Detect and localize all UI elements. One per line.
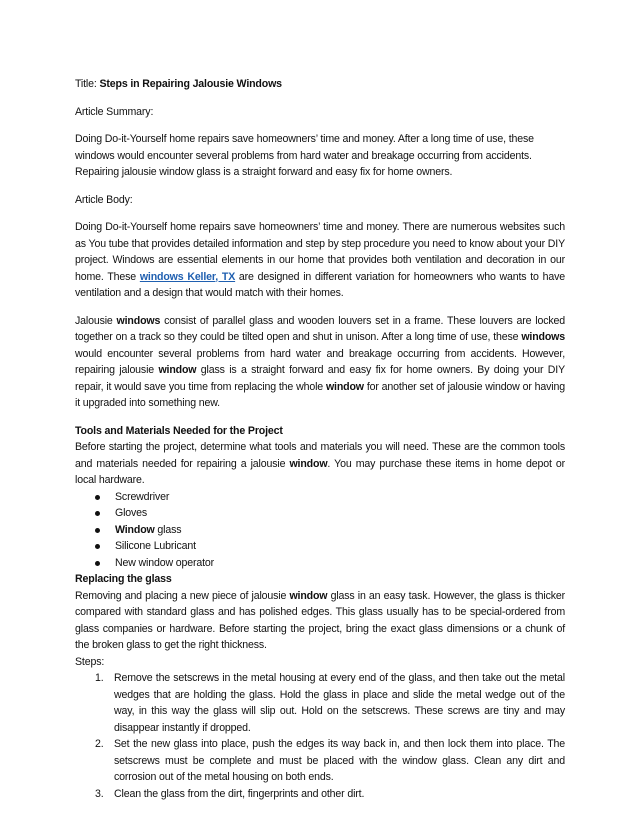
list-item: 1. Remove the setscrews in the metal housing at every end of the glass, and then take out the metal wedges that are holding the glass. Hold the glass in place and slide the metal wedge out of the way, in this way the glass will slip out. Hold on the setscrews. These screws are tiny and may disappear instantly if dropped. (95, 672, 565, 734)
tools-heading: Tools and Materials Needed for the Project (75, 424, 283, 437)
list-item: Silicone Lubricant (95, 538, 565, 555)
bullet-icon (95, 511, 100, 516)
summary-heading: Article Summary: (75, 105, 154, 118)
tools-list (75, 489, 565, 572)
list-item: Screwdriver (95, 489, 565, 506)
title-line (75, 76, 565, 93)
body-paragraph-2: Jalousie windows consist of parallel glass and wooden louvers set in a frame. These louvers are locked together on a track so they could be tilted open and shut in unison. After a long time of use, these windows would encounter several problems from hard water and breakage occurring from accidents. However, repairing jalousie window glass is a straight forward and easy fix for home owners. By doing your DIY repair, it would save you time from replacing the whole window for another set of jalousie window or having it upgraded into something new. (75, 314, 565, 409)
summary-text: Doing Do-it-Yourself home repairs save homeowners’ time and money. After a long time of use, these windows would encounter several problems from hard water and breakage occurring from accidents. Repairing jalousie window glass is a straight forward and easy fix for home owners. (75, 133, 534, 178)
list-item: Window glass (95, 522, 565, 539)
bullet-icon (95, 544, 100, 549)
bullet-icon (95, 561, 100, 566)
list-item: New window operator (95, 555, 565, 572)
steps-list (75, 670, 565, 802)
bullet-icon (95, 495, 100, 500)
bullet-icon (95, 528, 100, 533)
document-title: Steps in Repairing Jalousie Windows (99, 78, 282, 90)
list-item: Gloves (95, 505, 565, 522)
list-item: 2. Set the new glass into place, push the edges its way back in, and then lock them into place. The setscrews must be complete and must be placed with the window glass. Clean any dirt and corrosion out of the metal housing on both ends. (95, 738, 565, 783)
replacing-heading: Replacing the glass (75, 573, 172, 585)
tools-intro: Before starting the project, determine what tools and materials you will need. These are the common tools and materials needed for repairing a jalousie window. You may purchase these items in home depot or local hardware. (75, 441, 566, 486)
body-heading: Article Body: (75, 193, 133, 206)
replacing-paragraph: Removing and placing a new piece of jalousie window glass in an easy task. However, the glass is thicker compared with standard glass and has polished edges. This glass usually has to be special-ordered from glass companies or hardware. Before starting the project, bring the exact glass dimensions or a chunk of the broken glass to get the right thickness. (75, 589, 565, 651)
list-item: 3. Clean the glass from the dirt, fingerprints and other dirt. (95, 787, 365, 800)
title-label: Title: (75, 78, 100, 90)
body-paragraph-1: Doing Do-it-Yourself home repairs save homeowners’ time and money. There are numerous websites such as You tube that provides detailed information and step by step procedure you need to know about your DIY project. Windows are essential elements in our home that provides both ventilation and decoration in our home. These windows Keller, TX are designed in different variation for homeowners who wants to have ventilation and a design that would match with their homes. (75, 221, 565, 299)
steps-label: Steps: (75, 655, 105, 668)
windows-keller-link[interactable]: windows Keller, TX (139, 270, 236, 283)
